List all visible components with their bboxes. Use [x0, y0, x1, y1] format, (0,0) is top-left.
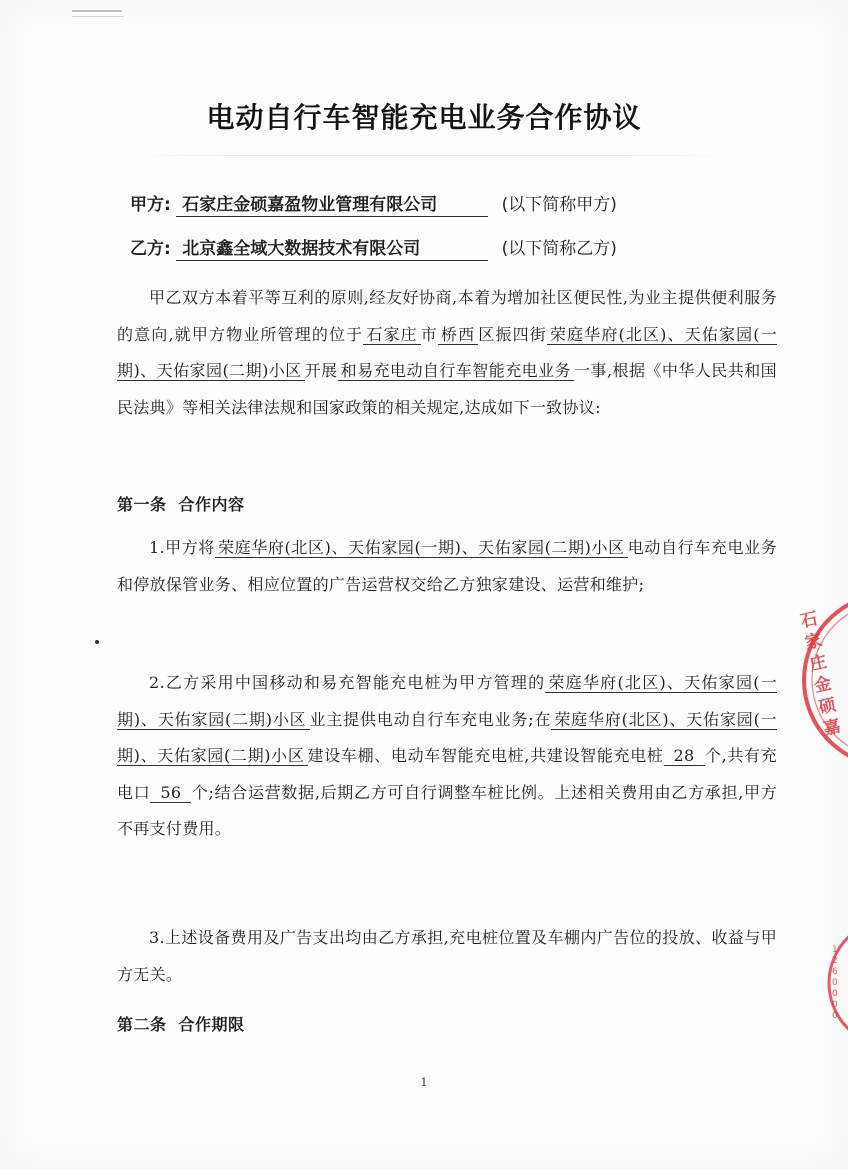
party-b-line: [130, 234, 617, 261]
party-b-label: 乙方:: [130, 239, 171, 259]
clause-3: 3.上述设备费用及广告支出均由乙方承担,充电桩位置及车棚内广告位的投放、收益与甲方无关。: [117, 928, 777, 984]
party-a-suffix: (以下简称甲方): [501, 195, 617, 215]
district-field: 桥西: [438, 325, 478, 345]
communities-field: 荣庭华府(北区)、天佑家园(一期)、天佑家园(二期)小区: [117, 673, 778, 729]
clause-text: 2.乙方采用中国移动和易充智能充电桩为甲方管理的: [149, 673, 546, 692]
article-1-heading: [117, 492, 245, 515]
pile-count-field: 28: [664, 746, 705, 766]
document-title: 电动自行车智能充电业务合作协议: [206, 101, 642, 134]
port-count-field: 56: [150, 783, 191, 803]
clause-text: 个,共有充电口: [117, 746, 777, 802]
party-b-name: 北京鑫全域大数据技术有限公司: [176, 234, 488, 261]
intro-text: 区振四街: [478, 324, 547, 344]
article-number: 第二条: [117, 1015, 167, 1034]
communities-field: 荣庭华府(北区)、天佑家园(一期)、天佑家园(二期)小区: [117, 709, 777, 766]
scan-mark: [72, 16, 124, 17]
party-a-label: 甲方:: [130, 195, 171, 215]
seal-digits: 1260000: [832, 945, 838, 1021]
party-a-name: 石家庄金硕嘉盈物业管理有限公司: [176, 190, 488, 217]
article-title: 合作期限: [178, 1015, 245, 1034]
communities-field: 荣庭华府(北区)、天佑家园(一期)、天佑家园(二期)小区: [215, 538, 628, 558]
intro-text: 甲乙双方本着平等互利的原则,经友好协商,本着为增加社区便民性,为业主提供便利服务的意向,就甲方物业所管理的位于: [117, 288, 777, 344]
business-field: 和易充电动自行车智能充电业务: [338, 361, 574, 381]
communities-field: 荣庭华府(北区)、天佑家园(一期)、天佑家园(二期)小区: [117, 324, 777, 381]
city-field: 石家庄: [363, 325, 420, 345]
clause-text: 业主提供电动自行车充电业务;在: [309, 709, 552, 729]
page-number: 1: [420, 1076, 428, 1089]
intro-text: 市: [420, 324, 438, 344]
company-seal-upper: [790, 590, 848, 770]
clause-2: [117, 665, 777, 848]
article-number: 第一条: [117, 495, 167, 514]
scan-mark: [72, 10, 122, 12]
article-title: 合作内容: [178, 495, 245, 514]
seal-text: 石家庄金硕嘉: [798, 608, 843, 740]
scan-speck: [95, 640, 99, 644]
intro-text: 一事,根据《中华人民共和国民法典》等相关法律法规和国家政策的相关规定,达成如下一致协议:: [117, 361, 777, 417]
article-2-heading: [117, 1012, 245, 1035]
clause-text: 电动自行车充电业务和停放保管业务、相应位置的广告运营权交给乙方独家建设、运营和维护;: [117, 538, 777, 594]
clause-text: 1.甲方将: [149, 538, 216, 557]
intro-paragraph: [117, 280, 777, 426]
clause-text: 个;结合运营数据,后期乙方可自行调整车桩比例。上述相关费用由乙方承担,甲方不再支付费用。: [117, 782, 777, 839]
bleed-through-line: [130, 155, 730, 156]
party-a-line: [130, 190, 617, 217]
clause-text: 建设车棚、电动车智能充电桩,共建设智能充电桩: [307, 746, 664, 766]
clause-1: [117, 530, 777, 603]
intro-text: 开展: [304, 361, 338, 381]
company-seal-lower: [818, 915, 848, 1050]
party-b-suffix: (以下简称乙方): [501, 239, 617, 259]
